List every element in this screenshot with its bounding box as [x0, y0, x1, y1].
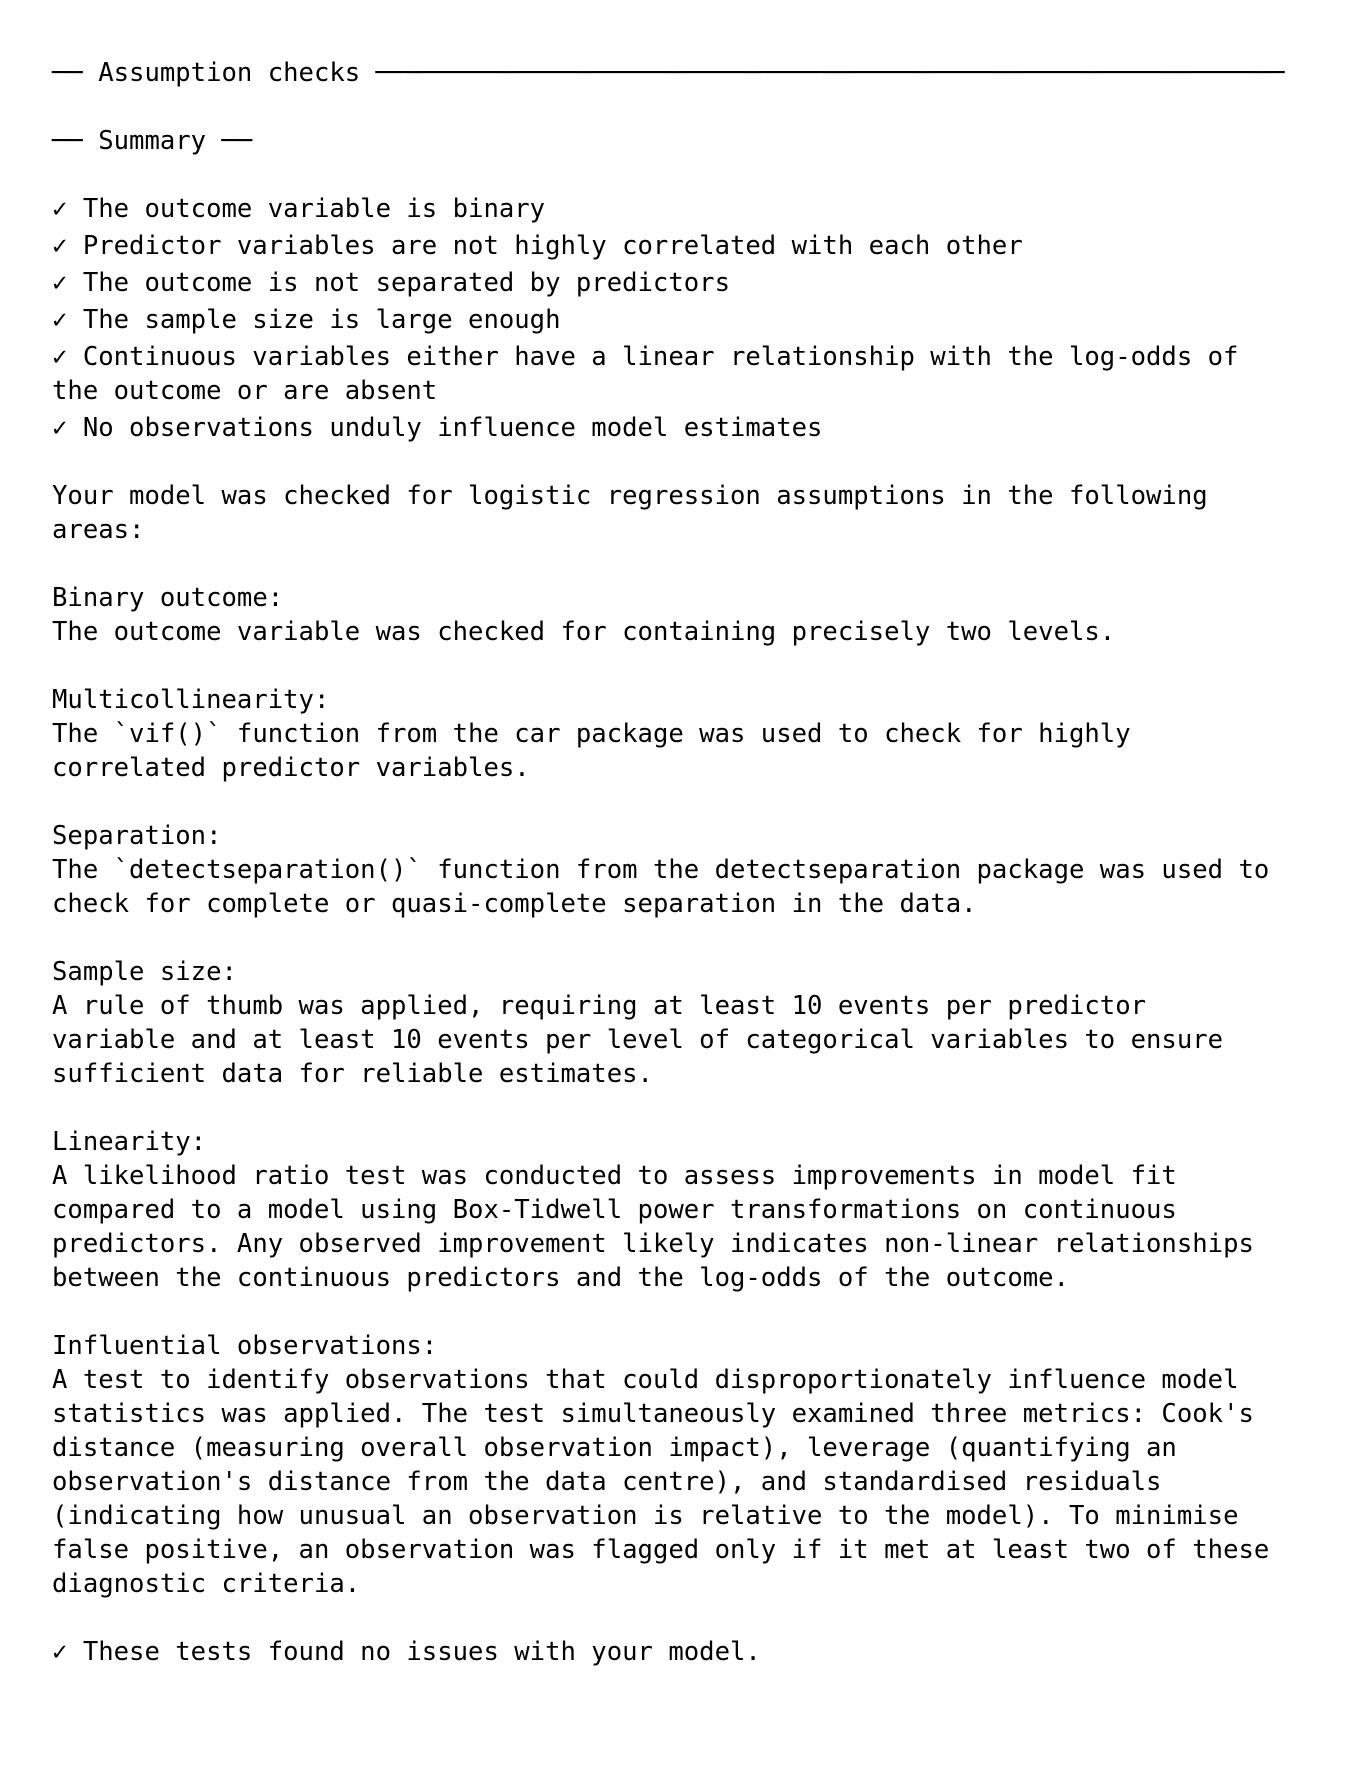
section-title: Linearity:: [52, 1127, 207, 1157]
check-item-text: The outcome is not separated by predictors: [82, 268, 730, 298]
check-icon: ✓: [52, 413, 68, 443]
section-influential-observations: [52, 1329, 1269, 1601]
check-item: [52, 229, 1269, 263]
check-icon: ✓: [52, 342, 68, 372]
section-title: Multicollinearity:: [52, 685, 330, 715]
section-title: Binary outcome:: [52, 583, 284, 613]
check-item-text: The sample size is large enough: [82, 305, 561, 335]
section-body: A rule of thumb was applied, requiring at least 10 events per predictor variable and at least 10 events per level of categorical variables to ensure sufficient data for reliable estimates.: [52, 991, 1224, 1089]
conclusion-line: [52, 1635, 1269, 1669]
section-binary-outcome: [52, 581, 1269, 649]
conclusion-text: These tests found no issues with your model.: [82, 1637, 761, 1667]
check-item-text: The outcome variable is binary: [82, 194, 546, 224]
section-title: Sample size:: [52, 957, 237, 987]
check-item-text: Predictor variables are not highly correlated with each other: [82, 231, 1023, 261]
check-item: [52, 411, 1269, 445]
check-item: [52, 192, 1269, 226]
check-icon: ✓: [52, 268, 68, 298]
section-body: The `vif()` function from the car package was used to check for highly correlated predictor variables.: [52, 719, 1131, 783]
check-item-text: Continuous variables either have a linear relationship with the log-odds of the outcome or are absent: [52, 342, 1239, 406]
check-icon: ✓: [52, 1637, 68, 1667]
section-body: A test to identify observations that could disproportionately influence model statistics was applied. The test simultaneously examined three metrics: Cook's distance (measuring overall observation impact), leverage (quantifying an observation's distance from the data centre), and standardised residuals (indicating how unusual an observation is relative to the model). To minimise false positive, an observation was flagged only if it met at least two of these diagnostic criteria.: [52, 1365, 1270, 1599]
intro-paragraph: Your model was checked for logistic regression assumptions in the following areas:: [52, 481, 1208, 545]
check-item: [52, 266, 1269, 300]
check-item: [52, 303, 1269, 337]
check-icon: ✓: [52, 305, 68, 335]
section-multicollinearity: [52, 683, 1269, 785]
section-separation: [52, 819, 1269, 921]
section-body: The `detectseparation()` function from the detectseparation package was used to check for complete or quasi-complete separation in the data.: [52, 855, 1270, 919]
section-title: Separation:: [52, 821, 222, 851]
check-icon: ✓: [52, 231, 68, 261]
section-linearity: [52, 1125, 1269, 1295]
section-header-summary: ── Summary ──: [52, 126, 253, 156]
summary-checklist: [52, 192, 1269, 445]
section-title: Influential observations:: [52, 1331, 438, 1361]
section-sample-size: [52, 955, 1269, 1091]
check-icon: ✓: [52, 194, 68, 224]
section-body: The outcome variable was checked for containing precisely two levels.: [52, 617, 1116, 647]
check-item: [52, 340, 1269, 408]
section-header-assumption-checks: ── Assumption checks ───────────────────────────────────────────────────────────: [52, 58, 1285, 88]
section-body: A likelihood ratio test was conducted to assess improvements in model fit compared to a model using Box-Tidwell power transformations on continuous predictors. Any observed improvement likely indicates non-linear relationships between the continuous predictors and the log-odds of the outcome.: [52, 1161, 1254, 1293]
check-item-text: No observations unduly influence model estimates: [82, 413, 823, 443]
